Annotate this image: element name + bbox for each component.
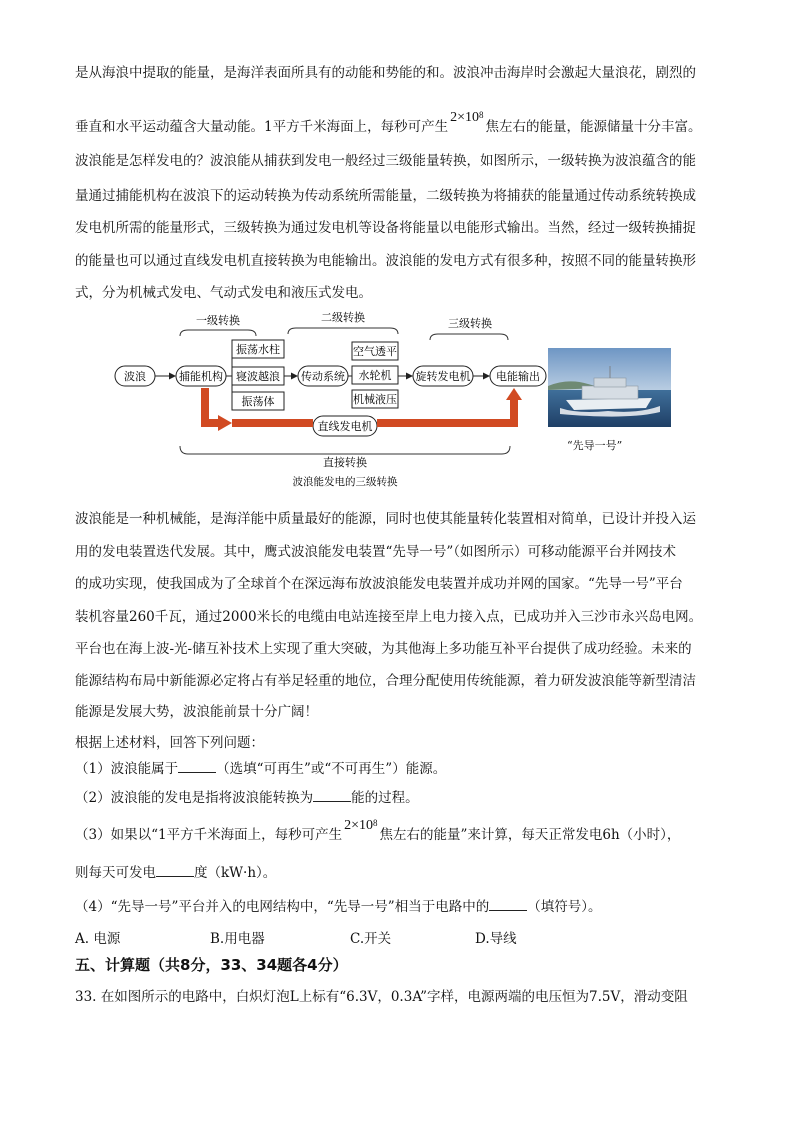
stage2-label: 二级转换 [321, 311, 365, 324]
text-line: 波浪能是怎样发电的？波浪能从捕获到发电一般经过三级能量转换，如图所示，一级转换为波浪蕴含的能 [75, 153, 696, 169]
formula-exponent: 8 [373, 818, 378, 828]
text-line: 量通过捕能机构在波浪下的运动转换为传动系统所需能量，二级转换为将捕获的能量通过传动系统转换成 [75, 188, 696, 204]
text-segment: 垂直和水平运动蕴含大量动能。1平方千米海面上，每秒可产生 [75, 119, 449, 135]
sub-capture-label: 寝波越浪 [236, 370, 280, 383]
text-line: 装机容量260千瓦，通过2000米长的电缆由电站连接至岸上电力接入点，已成功并入三沙市永兴岛电网。 [75, 609, 703, 625]
answer-blank[interactable] [178, 758, 216, 773]
sub-transmission-label: 机械液压 [353, 393, 397, 406]
direct-label: 直接转换 [323, 456, 367, 469]
text-line: 根据上述材料，回答下列问题： [75, 735, 264, 751]
wave-label: 波浪 [124, 370, 146, 383]
platform-photo [548, 348, 671, 427]
question-text: （填符号）。 [527, 899, 602, 915]
text-segment: 焦左右的能量，能源储量十分丰富。 [485, 119, 702, 135]
text-line: 的能量也可以通过直线发电机直接转换为电能输出。波浪能的发电方式有很多种，按照不同的能量转换形 [75, 253, 696, 269]
linear-generator-label: 直线发电机 [317, 420, 373, 433]
option-b[interactable]: B.用电器 [210, 931, 265, 947]
formula [344, 816, 377, 836]
sub-capture-label: 振荡水柱 [236, 343, 280, 356]
stage3-bracket [430, 334, 508, 340]
question-text: 度（kW·h）。 [194, 865, 277, 881]
question-text: （4）“先导一号”平台并入的电网结构中，“先导一号”相当于电路中的 [75, 899, 490, 915]
capture-label: 捕能机构 [179, 370, 223, 383]
formula-base: 2×10 [344, 818, 373, 833]
question-1 [75, 758, 446, 779]
output-label: 电能输出 [496, 370, 540, 383]
stage1-label: 一级转换 [196, 314, 240, 327]
text-line: 平台也在海上波-光-储互补技术上实现了重大突破，为其他海上多功能互补平台提供了成功经验。未来的 [75, 641, 692, 657]
generator-label: 旋转发电机 [415, 370, 471, 383]
text-line: 发电机所需的能量形式，三级转换为通过发电机等设备将能量以电能形式输出。当然，经过一级转换捕捉 [75, 220, 696, 236]
section-title: 五、计算题（共8分，33、34题各4分） [75, 956, 348, 974]
question-text: （2）波浪能的发电是指将波浪能转换为 [75, 790, 314, 806]
answer-blank[interactable] [489, 896, 527, 911]
direct-bracket [180, 446, 510, 454]
diagram-caption: 波浪能发电的三级转换 [292, 476, 398, 488]
question-text: （3）如果以“1平方千米海面上，每秒可产生 [75, 827, 343, 843]
sub-transmission-label: 水轮机 [358, 369, 392, 382]
text-line: 式，分为机械式发电、气动式发电和液压式发电。 [75, 285, 372, 301]
photo-caption: “先导一号” [567, 439, 623, 452]
option-d[interactable]: D.导线 [475, 931, 517, 947]
stage2-bracket [288, 328, 398, 334]
question-33: 33. 在如图所示的电路中，白炽灯泡L上标有“6.3V，0.3A”字样，电源两端的电压恒为7.5V，滑动变阻 [75, 989, 688, 1005]
text-line: 能源结构布局中新能源必定将占有举足轻重的地位，合理分配使用传统能源，着力研发波浪能等新型清洁 [75, 673, 696, 689]
formula [450, 108, 483, 128]
formula-exponent: 8 [479, 110, 484, 120]
stage3-label: 三级转换 [448, 317, 492, 330]
sub-transmission-label: 空气透平 [353, 345, 397, 358]
question-4 [75, 896, 601, 917]
question-text: 焦左右的能量”来计算，每天正常发电6h（小时）， [379, 827, 681, 843]
text-line: 用的发电装置迭代发展。其中，鹰式波浪能发电装置“先导一号”（如图所示）可移动能源平台并网技术 [75, 544, 677, 560]
question-text: 能的过程。 [351, 790, 419, 806]
option-c[interactable]: C.开关 [350, 931, 392, 947]
option-a[interactable]: A. 电源 [75, 931, 121, 947]
transmission-label: 传动系统 [301, 370, 345, 383]
text-line [75, 110, 702, 138]
stage1-bracket [180, 330, 256, 336]
text-line: 是从海浪中提取的能量，是海洋表面所具有的动能和势能的和。波浪冲击海岸时会激起大量浪花，剧烈的 [75, 65, 696, 81]
answer-blank[interactable] [156, 862, 194, 877]
sub-capture-label: 振荡体 [241, 395, 275, 408]
question-3-line2 [75, 862, 276, 883]
question-2 [75, 787, 419, 808]
question-3 [75, 818, 681, 846]
energy-conversion-diagram [110, 308, 550, 490]
direct-path-arrowhead [218, 415, 232, 431]
text-line: 能源是发展大势，波浪能前景十分广阔！ [75, 704, 318, 720]
text-line: 波浪能是一种机械能，是海洋能中质量最好的能源，同时也使其能量转化装置相对简单，已设计并投入运 [75, 511, 696, 527]
question-text: 则每天可发电 [75, 865, 156, 881]
question-text: （1）波浪能属于 [75, 761, 179, 777]
text-line: 的成功实现，使我国成为了全球首个在深远海布放波浪能发电装置并成功并网的国家。“先导一号”平台 [75, 576, 683, 592]
formula-base: 2×10 [450, 110, 479, 125]
direct-path-arrowhead-up [506, 388, 522, 400]
question-text: （选填“可再生”或“不可再生”）能源。 [216, 761, 447, 777]
answer-blank[interactable] [313, 787, 351, 802]
direct-path-down [205, 388, 220, 423]
